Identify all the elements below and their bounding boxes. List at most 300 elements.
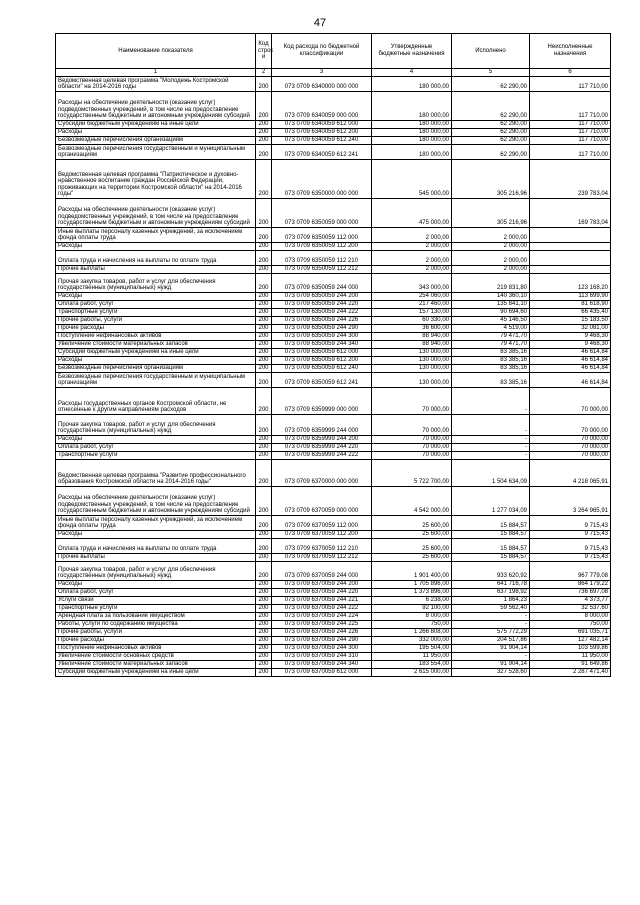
row-name: Безвозмездные перечисления организациям xyxy=(56,365,256,373)
row-unexecuted: 11 950,00 xyxy=(530,653,611,661)
row-unexecuted: 117 710,00 xyxy=(530,145,611,160)
row-approved: 157 130,00 xyxy=(372,309,452,317)
table-row xyxy=(56,341,611,349)
row-budget-code: 073 0709 6350059 244 200 xyxy=(272,293,372,301)
row-executed: 219 831,80 xyxy=(452,274,530,293)
row-unexecuted: 103 599,86 xyxy=(530,645,611,653)
row-line-code: 200 xyxy=(256,605,272,613)
row-budget-code: 073 0709 6370059 244 200 xyxy=(272,581,372,589)
row-unexecuted: 70 000,00 xyxy=(530,444,611,452)
row-name: Оплата работ, услуг xyxy=(56,301,256,309)
row-line-code: 200 xyxy=(256,333,272,341)
row-unexecuted xyxy=(530,266,611,274)
row-budget-code: 073 0709 6350059 244 300 xyxy=(272,333,372,341)
row-executed: 1 277 034,09 xyxy=(452,487,530,516)
row-line-code: 200 xyxy=(256,160,272,199)
row-name: Оплата работ, услуг xyxy=(56,589,256,597)
row-executed: 637 198,92 xyxy=(452,589,530,597)
header-executed: Исполнено xyxy=(452,34,530,69)
row-line-code: 200 xyxy=(256,129,272,137)
row-approved: 1 373 896,00 xyxy=(372,589,452,597)
row-name: Расходы xyxy=(56,531,256,539)
row-line-code: 200 xyxy=(256,301,272,309)
row-name: Расходы государственных органов Костромской области, не отнесенные к другим направлениям расходов xyxy=(56,388,256,415)
table-row xyxy=(56,349,611,357)
table-row xyxy=(56,516,611,531)
row-name: Ведомственная целевая программа "Патриотическое и духовно-нравственное воспитание граждан Российской Федерации, проживающих на территории Костромской области" на 2014-2016 годы" xyxy=(56,160,256,199)
row-name: Расходы на обеспечение деятельности (оказание услуг) подведомственных учреждений, в том числе на предоставление государственным бюджетным и автономным учреждениям субсидий xyxy=(56,92,256,121)
row-unexecuted: 91 649,86 xyxy=(530,661,611,669)
row-unexecuted: 9 468,30 xyxy=(530,333,611,341)
column-index: 2 xyxy=(256,69,272,77)
row-name: Транспортные услуги xyxy=(56,605,256,613)
table-row xyxy=(56,605,611,613)
table-row xyxy=(56,325,611,333)
row-approved: 25 600,00 xyxy=(372,554,452,562)
row-executed: 91 904,14 xyxy=(452,645,530,653)
budget-execution-table xyxy=(55,33,611,677)
row-executed: 45 146,50 xyxy=(452,317,530,325)
row-executed: 83 385,16 xyxy=(452,365,530,373)
row-executed: 62 290,00 xyxy=(452,121,530,129)
row-approved: 1 705 896,00 xyxy=(372,581,452,589)
row-executed: 2 000,00 xyxy=(452,266,530,274)
row-approved: 130 000,00 xyxy=(372,349,452,357)
row-budget-code: 073 0709 6350059 244 290 xyxy=(272,325,372,333)
row-name: Расходы на обеспечение деятельности (оказание услуг) подведомственных учреждений, в том числе на предоставление государственным бюджетным и автономным учреждениям субсидий xyxy=(56,487,256,516)
row-executed: - xyxy=(452,613,530,621)
row-line-code: 200 xyxy=(256,77,272,92)
row-approved: 1 901 400,00 xyxy=(372,562,452,581)
row-name: Расходы xyxy=(56,293,256,301)
row-executed: 305 216,96 xyxy=(452,160,530,199)
row-line-code: 200 xyxy=(256,317,272,325)
table-row xyxy=(56,243,611,251)
row-unexecuted: 70 000,00 xyxy=(530,452,611,460)
row-line-code: 200 xyxy=(256,293,272,301)
row-unexecuted: 967 779,08 xyxy=(530,562,611,581)
row-name: Безвозмездные перечисления государственным и муниципальным организациям xyxy=(56,145,256,160)
row-approved: 2 000,00 xyxy=(372,228,452,243)
row-name: Поступление нефинансовых активов xyxy=(56,333,256,341)
row-executed: 62 290,00 xyxy=(452,145,530,160)
row-line-code: 200 xyxy=(256,325,272,333)
table-row xyxy=(56,266,611,274)
row-unexecuted: 750,00 xyxy=(530,621,611,629)
row-budget-code: 073 0709 6350059 612 200 xyxy=(272,357,372,365)
row-budget-code: 073 0709 6370059 244 224 xyxy=(272,613,372,621)
row-name: Субсидии бюджетным учреждениям на иные цели xyxy=(56,349,256,357)
table-body xyxy=(56,77,611,677)
row-budget-code: 073 0709 6350059 612 241 xyxy=(272,373,372,388)
row-unexecuted: 15 183,50 xyxy=(530,317,611,325)
row-budget-code: 073 0709 6350059 112 000 xyxy=(272,228,372,243)
row-name: Иные выплаты персоналу казенных учреждений, за исключением фонда оплаты труда xyxy=(56,228,256,243)
row-unexecuted: 117 710,00 xyxy=(530,92,611,121)
row-executed: 83 385,16 xyxy=(452,357,530,365)
table-row xyxy=(56,129,611,137)
row-executed: 933 620,92 xyxy=(452,562,530,581)
row-approved: 195 504,00 xyxy=(372,645,452,653)
row-executed: 91 904,14 xyxy=(452,661,530,669)
row-executed: 15 884,57 xyxy=(452,554,530,562)
row-budget-code: 073 0709 6370059 612 000 xyxy=(272,669,372,677)
row-name: Субсидии бюджетным учреждениям на иные цели xyxy=(56,121,256,129)
row-name: Иные выплаты персоналу казенных учреждений, за исключением фонда оплаты труда xyxy=(56,516,256,531)
row-unexecuted: 2 287 471,40 xyxy=(530,669,611,677)
row-line-code: 200 xyxy=(256,137,272,145)
row-approved: 4 542 000,00 xyxy=(372,487,452,516)
row-unexecuted: 113 699,90 xyxy=(530,293,611,301)
row-approved: 180 000,00 xyxy=(372,129,452,137)
row-budget-code: 073 0709 6370059 244 222 xyxy=(272,605,372,613)
row-unexecuted: 9 715,43 xyxy=(530,531,611,539)
row-name: Транспортные услуги xyxy=(56,452,256,460)
row-unexecuted: 117 710,00 xyxy=(530,77,611,92)
row-name: Безвозмездные перечисления государственным и муниципальным организациям xyxy=(56,373,256,388)
row-executed: 62 290,00 xyxy=(452,137,530,145)
row-unexecuted: 66 435,40 xyxy=(530,309,611,317)
row-name: Расходы xyxy=(56,129,256,137)
row-name: Работы, услуги по содержанию имущества xyxy=(56,621,256,629)
row-line-code: 200 xyxy=(256,349,272,357)
table-row xyxy=(56,554,611,562)
row-approved: 2 615 000,00 xyxy=(372,669,452,677)
row-approved: 343 000,00 xyxy=(372,274,452,293)
row-executed: 305 216,96 xyxy=(452,199,530,228)
table-row xyxy=(56,452,611,460)
row-approved: 60 330,00 xyxy=(372,317,452,325)
row-unexecuted xyxy=(530,251,611,266)
row-budget-code: 073 0709 6350059 612 000 xyxy=(272,349,372,357)
row-approved: 25 600,00 xyxy=(372,531,452,539)
row-unexecuted: 32 537,60 xyxy=(530,605,611,613)
row-unexecuted: 117 710,00 xyxy=(530,121,611,129)
row-executed: 1 504 634,09 xyxy=(452,460,530,487)
row-unexecuted: 46 614,84 xyxy=(530,365,611,373)
row-unexecuted: 123 168,20 xyxy=(530,274,611,293)
row-line-code: 200 xyxy=(256,653,272,661)
row-budget-code: 073 0709 6350059 112 200 xyxy=(272,243,372,251)
row-name: Расходы xyxy=(56,581,256,589)
row-budget-code: 073 0709 6350059 112 210 xyxy=(272,251,372,266)
row-executed: 15 884,57 xyxy=(452,531,530,539)
row-line-code: 200 xyxy=(256,516,272,531)
table-row xyxy=(56,645,611,653)
row-approved: 545 000,00 xyxy=(372,160,452,199)
column-index: 3 xyxy=(272,69,372,77)
row-approved: 5 722 700,00 xyxy=(372,460,452,487)
row-unexecuted: 117 710,00 xyxy=(530,129,611,137)
row-unexecuted: 127 482,14 xyxy=(530,637,611,645)
row-line-code: 200 xyxy=(256,613,272,621)
page-number: 47 xyxy=(313,17,327,29)
table-row xyxy=(56,77,611,92)
row-executed: - xyxy=(452,653,530,661)
row-executed: 575 772,29 xyxy=(452,629,530,637)
row-approved: 2 000,00 xyxy=(372,243,452,251)
row-line-code: 200 xyxy=(256,309,272,317)
table-row xyxy=(56,531,611,539)
row-executed: - xyxy=(452,452,530,460)
row-executed: 62 290,00 xyxy=(452,129,530,137)
row-budget-code: 073 0709 6359999 244 200 xyxy=(272,436,372,444)
table-row xyxy=(56,460,611,487)
row-name: Услуги связи xyxy=(56,597,256,605)
row-name: Прочие выплаты xyxy=(56,554,256,562)
row-unexecuted: 736 697,08 xyxy=(530,589,611,597)
table-row xyxy=(56,669,611,677)
row-budget-code: 073 0709 6340059 612 240 xyxy=(272,137,372,145)
row-unexecuted: 239 783,04 xyxy=(530,160,611,199)
row-line-code: 200 xyxy=(256,539,272,554)
row-unexecuted: 4 218 065,91 xyxy=(530,460,611,487)
row-line-code: 200 xyxy=(256,597,272,605)
row-line-code: 200 xyxy=(256,661,272,669)
row-approved: 254 060,00 xyxy=(372,293,452,301)
row-budget-code: 073 0709 6340059 000 000 xyxy=(272,92,372,121)
row-approved: 70 000,00 xyxy=(372,415,452,436)
table-row xyxy=(56,274,611,293)
table-row xyxy=(56,415,611,436)
row-executed: - xyxy=(452,415,530,436)
row-approved: 88 940,00 xyxy=(372,333,452,341)
row-line-code: 200 xyxy=(256,243,272,251)
row-budget-code: 073 0709 6370059 244 220 xyxy=(272,589,372,597)
row-approved: 180 000,00 xyxy=(372,92,452,121)
column-index: 4 xyxy=(372,69,452,77)
row-unexecuted: 9 468,30 xyxy=(530,341,611,349)
row-budget-code: 073 0709 6350059 244 222 xyxy=(272,309,372,317)
row-budget-code: 073 0709 6340059 612 000 xyxy=(272,121,372,129)
row-executed: 62 290,00 xyxy=(452,92,530,121)
row-executed: 79 471,70 xyxy=(452,341,530,349)
row-approved: 180 000,00 xyxy=(372,77,452,92)
row-name: Прочие расходы xyxy=(56,637,256,645)
row-budget-code: 073 0709 6359999 000 000 xyxy=(272,388,372,415)
row-line-code: 200 xyxy=(256,629,272,637)
table-row xyxy=(56,357,611,365)
row-name: Расходы xyxy=(56,436,256,444)
table-row xyxy=(56,199,611,228)
row-approved: 332 000,00 xyxy=(372,637,452,645)
table-row xyxy=(56,160,611,199)
row-executed: - xyxy=(452,621,530,629)
row-line-code: 200 xyxy=(256,199,272,228)
row-budget-code: 073 0709 6370059 244 340 xyxy=(272,661,372,669)
row-budget-code: 073 0709 6370059 244 300 xyxy=(272,645,372,653)
table-row xyxy=(56,388,611,415)
row-line-code: 200 xyxy=(256,531,272,539)
row-budget-code: 073 0709 6370059 112 000 xyxy=(272,516,372,531)
row-approved: 750,00 xyxy=(372,621,452,629)
table-row xyxy=(56,365,611,373)
row-line-code: 200 xyxy=(256,637,272,645)
row-name: Прочие работы, услуги xyxy=(56,317,256,325)
row-unexecuted: 169 783,04 xyxy=(530,199,611,228)
row-budget-code: 073 0709 6359999 244 222 xyxy=(272,452,372,460)
row-line-code: 200 xyxy=(256,645,272,653)
row-unexecuted: 117 710,00 xyxy=(530,137,611,145)
row-name: Арендная плата за пользование имуществом xyxy=(56,613,256,621)
row-budget-code: 073 0709 6340000 000 000 xyxy=(272,77,372,92)
row-budget-code: 073 0709 6370059 244 290 xyxy=(272,637,372,645)
row-approved: 183 554,00 xyxy=(372,661,452,669)
row-executed: 83 385,16 xyxy=(452,349,530,357)
row-executed: - xyxy=(452,436,530,444)
header-row xyxy=(56,34,611,69)
table-row xyxy=(56,621,611,629)
table-row xyxy=(56,539,611,554)
row-executed: 204 517,86 xyxy=(452,637,530,645)
row-executed: 140 360,10 xyxy=(452,293,530,301)
row-approved: 25 600,00 xyxy=(372,539,452,554)
row-name: Безвозмездные перечисления организациям xyxy=(56,137,256,145)
row-name: Ведомственная целевая программа "Молодежь Костромской области" на 2014-2016 годы xyxy=(56,77,256,92)
table-row xyxy=(56,145,611,160)
table-row xyxy=(56,251,611,266)
row-executed: - xyxy=(452,388,530,415)
row-name: Увеличение стоимости материальных запасов xyxy=(56,661,256,669)
row-approved: 130 000,00 xyxy=(372,365,452,373)
row-approved: 25 600,00 xyxy=(372,516,452,531)
table-row xyxy=(56,228,611,243)
table-row xyxy=(56,137,611,145)
header-line-code: Код строк и xyxy=(256,34,272,69)
row-name: Оплата труда и начисления на выплаты по оплате труда xyxy=(56,251,256,266)
row-approved: 88 940,00 xyxy=(372,341,452,349)
row-line-code: 200 xyxy=(256,415,272,436)
row-budget-code: 073 0709 6370059 244 221 xyxy=(272,597,372,605)
row-approved: 11 950,00 xyxy=(372,653,452,661)
row-line-code: 200 xyxy=(256,228,272,243)
row-unexecuted: 32 081,00 xyxy=(530,325,611,333)
header-name: Наименование показателя xyxy=(56,34,256,69)
row-unexecuted: 46 614,84 xyxy=(530,349,611,357)
row-name: Субсидии бюджетным учреждениям на иные цели xyxy=(56,669,256,677)
row-name: Ведомственная целевая программа "Развитие профессионального образования Костромской области на 2014-2016 годы" xyxy=(56,460,256,487)
row-line-code: 200 xyxy=(256,554,272,562)
row-executed: 83 385,16 xyxy=(452,373,530,388)
row-approved: 180 000,00 xyxy=(372,137,452,145)
table-row xyxy=(56,121,611,129)
row-approved: 36 600,00 xyxy=(372,325,452,333)
row-unexecuted: 3 264 965,91 xyxy=(530,487,611,516)
table-row xyxy=(56,317,611,325)
table-row xyxy=(56,562,611,581)
row-unexecuted: 70 000,00 xyxy=(530,415,611,436)
row-approved: 70 000,00 xyxy=(372,436,452,444)
row-name: Оплата работ, услуг xyxy=(56,444,256,452)
row-executed: 1 864,23 xyxy=(452,597,530,605)
row-name: Прочие работы, услуги xyxy=(56,629,256,637)
row-executed: 62 290,00 xyxy=(452,77,530,92)
row-name: Транспортные услуги xyxy=(56,309,256,317)
table-row xyxy=(56,487,611,516)
table-row xyxy=(56,613,611,621)
row-budget-code: 073 0709 6340059 612 200 xyxy=(272,129,372,137)
row-approved: 6 238,00 xyxy=(372,597,452,605)
row-name: Расходы xyxy=(56,243,256,251)
table-row xyxy=(56,92,611,121)
row-approved: 475 000,00 xyxy=(372,199,452,228)
row-line-code: 200 xyxy=(256,145,272,160)
row-approved: 70 000,00 xyxy=(372,452,452,460)
row-line-code: 200 xyxy=(256,487,272,516)
row-name: Прочие выплаты xyxy=(56,266,256,274)
row-line-code: 200 xyxy=(256,621,272,629)
table-row xyxy=(56,309,611,317)
row-line-code: 200 xyxy=(256,357,272,365)
table-row xyxy=(56,581,611,589)
row-budget-code: 073 0709 6370059 244 000 xyxy=(272,562,372,581)
row-name: Прочая закупка товаров, работ и услуг для обеспечения государственных (муниципальных) нужд xyxy=(56,415,256,436)
row-executed: 15 884,57 xyxy=(452,516,530,531)
row-budget-code: 073 0709 6350059 244 220 xyxy=(272,301,372,309)
row-approved: 2 000,00 xyxy=(372,251,452,266)
row-line-code: 200 xyxy=(256,589,272,597)
row-unexecuted: 9 715,43 xyxy=(530,516,611,531)
row-budget-code: 073 0709 6350059 000 000 xyxy=(272,199,372,228)
table-row xyxy=(56,373,611,388)
row-name: Прочая закупка товаров, работ и услуг для обеспечения государственных (муниципальных) нужд xyxy=(56,274,256,293)
row-budget-code: 073 0709 6370059 112 200 xyxy=(272,531,372,539)
row-budget-code: 073 0709 6340059 612 241 xyxy=(272,145,372,160)
row-line-code: 200 xyxy=(256,562,272,581)
row-name: Оплата труда и начисления на выплаты по оплате труда xyxy=(56,539,256,554)
table-row xyxy=(56,301,611,309)
row-unexecuted: 4 373,77 xyxy=(530,597,611,605)
row-unexecuted xyxy=(530,228,611,243)
table-row xyxy=(56,333,611,341)
table-row xyxy=(56,653,611,661)
row-executed: 641 716,78 xyxy=(452,581,530,589)
row-line-code: 200 xyxy=(256,365,272,373)
row-executed: 4 519,00 xyxy=(452,325,530,333)
row-approved: 70 000,00 xyxy=(372,444,452,452)
row-executed: 2 000,00 xyxy=(452,243,530,251)
row-unexecuted: 9 715,43 xyxy=(530,539,611,554)
row-executed: 2 000,00 xyxy=(452,228,530,243)
row-executed: 90 694,60 xyxy=(452,309,530,317)
row-line-code: 200 xyxy=(256,444,272,452)
row-approved: 92 100,00 xyxy=(372,605,452,613)
row-budget-code: 073 0709 6370059 000 000 xyxy=(272,487,372,516)
row-budget-code: 073 0709 6370059 112 210 xyxy=(272,539,372,554)
row-unexecuted: 81 618,90 xyxy=(530,301,611,309)
column-index: 5 xyxy=(452,69,530,77)
row-unexecuted: 46 614,84 xyxy=(530,357,611,365)
row-budget-code: 073 0709 6370059 244 310 xyxy=(272,653,372,661)
row-line-code: 200 xyxy=(256,251,272,266)
row-approved: 1 266 808,00 xyxy=(372,629,452,637)
column-index: 6 xyxy=(530,69,611,77)
row-unexecuted: 8 000,00 xyxy=(530,613,611,621)
table-row xyxy=(56,436,611,444)
row-budget-code: 073 0709 6350059 244 226 xyxy=(272,317,372,325)
row-name: Увеличение стоимости основных средств xyxy=(56,653,256,661)
row-approved: 130 000,00 xyxy=(372,357,452,365)
row-line-code: 200 xyxy=(256,92,272,121)
table-row xyxy=(56,661,611,669)
row-line-code: 200 xyxy=(256,581,272,589)
row-executed: 2 000,00 xyxy=(452,251,530,266)
header-budget-code: Код расхода по бюджетной классификации xyxy=(272,34,372,69)
row-line-code: 200 xyxy=(256,121,272,129)
header-approved: Утвержденные бюджетные назначения xyxy=(372,34,452,69)
row-budget-code: 073 0709 6350000 000 000 xyxy=(272,160,372,199)
header-unexecuted: Неисполненные назначения xyxy=(530,34,611,69)
